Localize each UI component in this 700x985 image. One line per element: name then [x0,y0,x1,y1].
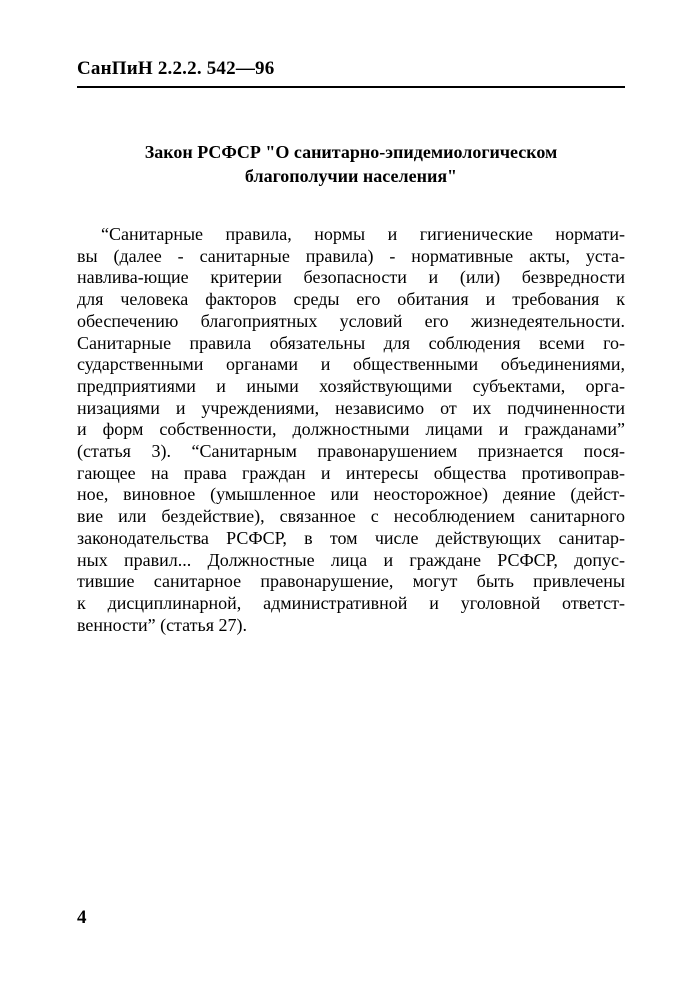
text-line: ное, виновное (умышленное или неосторожное) деяние (дейст- [77,484,625,505]
text-line: гающее на права граждан и интересы общества противоправ- [77,462,625,483]
text-line: обеспечению благоприятных условий его жизнедеятельности. [77,310,625,331]
text-line: Санитарные правила обязательны для соблюдения всеми го- [77,332,625,353]
text-line: законодательства РСФСР, в том числе действующих санитар- [77,527,625,548]
law-title [77,140,625,188]
law-title-line: благополучии населения" [244,166,458,186]
page-number: 4 [77,907,87,928]
text-line: венности” (статья 27). [77,614,248,635]
text-line: вы (далее - санитарные правила) - нормативные акты, уста- [77,245,625,266]
body-paragraph [77,224,625,636]
text-line: предприятиями и иными хозяйствующими субъектами, орга- [77,375,625,396]
text-line: к дисциплинарной, административной и уголовной ответст- [77,592,625,613]
text-line: тившие санитарное правонарушение, могут быть привлечены [77,571,625,592]
text-line: навлива-ющие критерии безопасности и (или) безвредности [77,267,625,288]
text-line: вие или бездействие), связанное с несоблюдением санитарного [77,506,625,527]
text-line: (статья 3). “Санитарным правонарушением признается пося- [77,441,625,462]
text-line: и форм собственности, должностными лицами и гражданами” [77,419,625,440]
text-line: “Санитарные правила, нормы и гигиенические нормати- [101,224,625,244]
text-line: низациями и учреждениями, независимо от их подчиненности [77,397,625,418]
running-title: СанПиН 2.2.2. 542—96 [77,58,275,79]
law-title-line: Закон РСФСР "О санитарно-эпидемиологическом [144,142,558,162]
text-line: сударственными органами и общественными объединениями, [77,354,625,375]
header-rule [77,86,625,88]
text-line: ных правил... Должностные лица и граждане РСФСР, допус- [77,549,625,570]
text-line: для человека факторов среды его обитания и требования к [77,289,625,310]
